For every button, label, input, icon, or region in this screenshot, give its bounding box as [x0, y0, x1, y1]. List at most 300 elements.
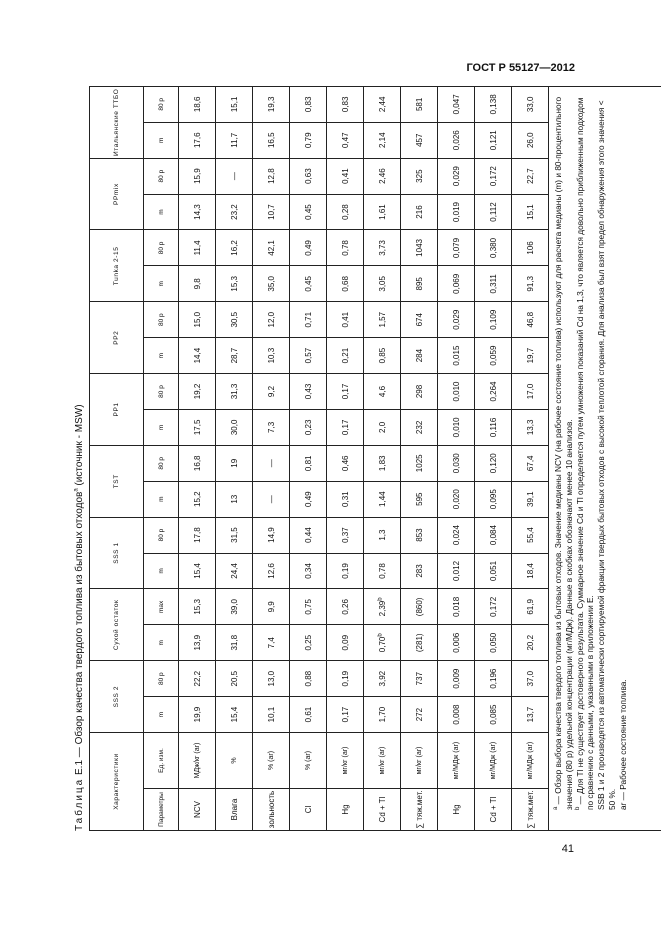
table-cell — [327, 517, 364, 553]
cell-value: 17,0 — [525, 383, 535, 400]
table-cell — [253, 661, 290, 697]
unit-subheader: Ед. изм. — [144, 732, 179, 788]
table-cell — [327, 589, 364, 625]
cell-value: 0,019 — [451, 202, 461, 223]
cell-value: 325 — [414, 169, 424, 183]
footnote-a — [553, 93, 575, 824]
table-cell — [475, 230, 512, 266]
cell-value: 19,2 — [192, 383, 202, 400]
cell-value: 0,43 — [303, 383, 313, 400]
cell-value: 1,61 — [377, 204, 387, 220]
cell-value: 0,112 — [488, 202, 498, 222]
table-cell — [438, 230, 475, 266]
table-cell — [179, 589, 216, 625]
subheader-p80: 80 p — [144, 158, 179, 194]
table-cell — [290, 697, 327, 733]
cell-value: 39,0 — [229, 599, 239, 615]
cell-value: 0,380 — [488, 237, 498, 258]
table-cell — [512, 194, 549, 230]
cell-value: 30,0 — [229, 419, 239, 436]
table-cell — [401, 589, 438, 625]
table-cell — [179, 661, 216, 697]
cell-value: 17,5 — [192, 419, 202, 436]
table-cell — [253, 86, 290, 122]
row-unit: мг/кг (ar) — [364, 732, 401, 788]
cell-value: 0,17 — [340, 383, 350, 400]
row-parameter: Влага — [216, 789, 253, 831]
cell-value: 0,19 — [340, 670, 350, 687]
table-cell — [475, 589, 512, 625]
cell-footnote-mark: b — [376, 597, 383, 601]
subheader-median: m — [144, 625, 179, 661]
table-cell — [216, 374, 253, 410]
cell-value: 10,7 — [266, 204, 276, 220]
table-cell — [475, 481, 512, 517]
cell-value: 0,030 — [451, 453, 461, 474]
table-cell — [253, 230, 290, 266]
table-cell — [290, 86, 327, 122]
subheader-p80: 80 p — [144, 302, 179, 338]
cell-value: 15,3 — [192, 599, 202, 615]
table-cell — [253, 194, 290, 230]
table-cell — [475, 661, 512, 697]
cell-value: 0,015 — [451, 345, 461, 366]
table-cell — [253, 409, 290, 445]
footnote-b-text: — Для Tl не существует достоверного результата. Суммарное значение Cd и Tl определяется путем умножения показаний Cd на 1,3, что является довольно приближенным подходом по сравнению с данными, указанными в приложении Е. — [574, 97, 596, 810]
table-cell — [179, 553, 216, 589]
table-cell — [364, 445, 401, 481]
subheader-median: m — [144, 338, 179, 374]
cell-value: 12,6 — [266, 563, 276, 579]
table-cell — [512, 266, 549, 302]
row-parameter: Cl — [290, 789, 327, 831]
table-cell — [290, 625, 327, 661]
table-cell — [401, 445, 438, 481]
table-cell — [438, 374, 475, 410]
cell-value: 22,2 — [192, 670, 202, 687]
table-cell — [401, 302, 438, 338]
table-row — [401, 86, 438, 830]
cell-value: 26,0 — [525, 132, 535, 149]
group-header: PP1 — [90, 374, 144, 446]
table-cell — [327, 553, 364, 589]
table-cell — [512, 697, 549, 733]
table-cell — [438, 553, 475, 589]
cell-value: (281) — [414, 633, 424, 653]
cell-value: 0,079 — [451, 237, 461, 258]
cell-value: 0,138 — [488, 94, 498, 115]
cell-value: 0,61 — [303, 706, 313, 723]
table-cell — [364, 697, 401, 733]
table-cell — [438, 661, 475, 697]
table-cell — [253, 517, 290, 553]
cell-value: 0,26 — [340, 599, 350, 615]
cell-value: 0,018 — [451, 596, 461, 617]
table-cell — [364, 374, 401, 410]
group-header: PPmix — [90, 158, 144, 230]
cell-value: 0,31 — [340, 491, 350, 507]
subheader-p80: 80 p — [144, 661, 179, 697]
table-caption-source: (источник - MSW) — [74, 404, 85, 486]
table-body — [179, 86, 549, 830]
subheader-median: m — [144, 194, 179, 230]
footnote-b-mark: b — [574, 806, 581, 810]
table-cell — [364, 625, 401, 661]
cell-value: 0,83 — [340, 96, 350, 113]
table-cell — [290, 302, 327, 338]
table-cell — [512, 481, 549, 517]
cell-footnote-mark: b — [376, 633, 383, 637]
table-cell — [401, 338, 438, 374]
cell-value: 19,9 — [192, 706, 202, 723]
group-header: PP2 — [90, 302, 144, 374]
subheader-p80: 80 p — [144, 230, 179, 266]
cell-value: 0,68 — [340, 276, 350, 292]
table-cell — [327, 230, 364, 266]
table-cell — [179, 86, 216, 122]
table-cell — [438, 625, 475, 661]
table-cell — [179, 158, 216, 194]
cell-value: 20,2 — [525, 634, 535, 651]
cell-value: 0,45 — [303, 204, 313, 220]
cell-value: 0,311 — [488, 274, 498, 294]
characteristics-header: Характеристики — [90, 732, 144, 830]
table-row — [179, 86, 216, 830]
table-cell — [475, 374, 512, 410]
cell-value: 0,010 — [451, 417, 461, 438]
cell-value: 0,020 — [451, 489, 461, 510]
table-cell — [216, 517, 253, 553]
cell-value: 91,3 — [525, 276, 535, 292]
cell-value: 16,5 — [266, 132, 276, 149]
table-cell — [475, 122, 512, 158]
subheader-p80: 80 p — [144, 445, 179, 481]
table-cell — [179, 194, 216, 230]
table-cell — [364, 302, 401, 338]
row-parameter: Hg — [327, 789, 364, 831]
table-cell — [327, 122, 364, 158]
cell-value: 0,059 — [488, 345, 498, 366]
cell-value: 19,7 — [525, 347, 535, 364]
cell-value: 0,047 — [451, 94, 461, 115]
table-cell — [216, 589, 253, 625]
document-standard-header: ГОСТ Р 55127—2012 — [466, 62, 575, 74]
table-cell — [401, 374, 438, 410]
table-row — [216, 86, 253, 830]
table-cell — [438, 517, 475, 553]
table-cell — [179, 697, 216, 733]
table-cell — [401, 517, 438, 553]
cell-value: 216 — [414, 205, 424, 219]
table-cell — [327, 661, 364, 697]
subheader-p80: 80 p — [144, 374, 179, 410]
table-cell — [438, 697, 475, 733]
table-cell — [290, 266, 327, 302]
cell-value: 39,1 — [525, 491, 535, 507]
cell-value: 0,09 — [340, 634, 350, 651]
row-parameter: ∑ тяж.мет. — [401, 789, 438, 831]
table-cell — [401, 697, 438, 733]
row-unit: мг/МДж (ar) — [512, 732, 549, 788]
cell-value: 18,4 — [525, 563, 535, 579]
table-cell — [216, 661, 253, 697]
table-cell — [364, 553, 401, 589]
table-cell — [475, 553, 512, 589]
table-cell — [364, 517, 401, 553]
table-footnotes — [549, 86, 661, 830]
footnote-a-text: — Обзор выбора качества твердого топлива из бытовых отходов. Значение медианы NCV (на рабочее состояние топлива) используют для расчета медианы (m) и 80-процентильного значения (80 p) удельной концентрации (мг/МДж). Данные в скобках обозначают менее 10 анализов. — [553, 96, 574, 810]
table-cell — [475, 409, 512, 445]
row-parameter: ∑ тяж.мет. — [512, 789, 549, 831]
table-cell — [253, 625, 290, 661]
subheader-median: m — [144, 266, 179, 302]
row-parameter: зольность — [253, 789, 290, 831]
row-unit: мг/МДж (ar) — [475, 732, 512, 788]
table-row — [438, 86, 475, 830]
table-cell — [253, 122, 290, 158]
cell-value: 0,084 — [488, 525, 498, 546]
cell-value: 674 — [414, 313, 424, 327]
cell-value: 14,9 — [266, 527, 276, 543]
cell-value: 23,2 — [229, 204, 239, 220]
table-cell — [327, 338, 364, 374]
cell-value: 19 — [229, 458, 239, 468]
caption-note-mark: a — [73, 488, 80, 492]
table-cell — [512, 230, 549, 266]
cell-value: 15,4 — [229, 706, 239, 723]
cell-value: 0,109 — [488, 309, 498, 330]
cell-value: 0,75 — [303, 599, 313, 615]
table-cell — [512, 517, 549, 553]
table-cell — [216, 302, 253, 338]
table-cell — [475, 302, 512, 338]
table-cell — [401, 158, 438, 194]
table-cell — [364, 409, 401, 445]
cell-value: 0,006 — [451, 632, 461, 653]
table-cell — [253, 589, 290, 625]
table-cell — [327, 409, 364, 445]
cell-value: 0,81 — [303, 455, 313, 472]
cell-value: 0,46 — [340, 455, 350, 472]
cell-value: 0,029 — [451, 166, 461, 187]
table-cell — [290, 374, 327, 410]
cell-value: 0,78 — [340, 240, 350, 256]
table-cell — [512, 661, 549, 697]
table-cell — [401, 625, 438, 661]
cell-value: 13,9 — [192, 634, 202, 651]
group-header: TST — [90, 445, 144, 517]
table-cell — [179, 409, 216, 445]
cell-value: 0,41 — [340, 311, 350, 328]
table-cell — [327, 194, 364, 230]
cell-value: 2,14 — [377, 132, 387, 149]
cell-value: 35,0 — [266, 276, 276, 292]
table-cell — [327, 625, 364, 661]
cell-value: 31,5 — [229, 527, 239, 543]
table-cell — [179, 302, 216, 338]
group-header: SSS 1 — [90, 517, 144, 589]
group-header: Tunka 2-15 — [90, 230, 144, 302]
subheader-median: m — [144, 481, 179, 517]
table-cell — [512, 302, 549, 338]
subheader-median: m — [144, 122, 179, 158]
table-row — [253, 86, 290, 830]
table-cell — [179, 625, 216, 661]
table-cell — [179, 122, 216, 158]
table-cell — [327, 158, 364, 194]
table-cell — [364, 194, 401, 230]
cell-value: 1,44 — [377, 491, 387, 507]
cell-value: 0,012 — [451, 560, 461, 581]
row-parameter: Hg — [438, 789, 475, 831]
table-cell — [179, 445, 216, 481]
cell-value: 0,024 — [451, 525, 461, 546]
cell-value: 0,172 — [488, 166, 498, 187]
footnote-b — [575, 93, 597, 824]
table-cell — [438, 409, 475, 445]
table-cell — [327, 481, 364, 517]
cell-value: 14,3 — [192, 204, 202, 220]
table-cell — [438, 266, 475, 302]
cell-value: 284 — [414, 348, 424, 363]
table-cell — [401, 481, 438, 517]
table-cell — [364, 158, 401, 194]
cell-value: 19,3 — [266, 96, 276, 113]
table-cell — [327, 697, 364, 733]
cell-value: — — [229, 172, 239, 181]
cell-value: 61,9 — [525, 599, 535, 615]
table-cell — [438, 158, 475, 194]
cell-value: 2,39 — [377, 600, 387, 617]
cell-value: 0,37 — [340, 527, 350, 543]
cell-value: 0,34 — [303, 563, 313, 579]
group-header: SSS 2 — [90, 661, 144, 733]
row-unit: % (ar) — [253, 732, 290, 788]
cell-value: — — [266, 495, 276, 504]
cell-value: 0,57 — [303, 347, 313, 364]
cell-value: 16,8 — [192, 455, 202, 472]
table-cell — [401, 194, 438, 230]
subheader-median: m — [144, 409, 179, 445]
table-cell — [179, 374, 216, 410]
row-parameter: Cd + Tl — [475, 789, 512, 831]
cell-value: 0,085 — [488, 704, 498, 725]
row-unit: мг/кг (ar) — [401, 732, 438, 788]
cell-value: 0,23 — [303, 419, 313, 436]
table-cell — [401, 86, 438, 122]
table-cell — [253, 266, 290, 302]
table-cell — [253, 338, 290, 374]
table-cell — [290, 194, 327, 230]
cell-value: 0,120 — [488, 453, 498, 474]
cell-value: 0,116 — [488, 417, 498, 438]
cell-value: 31,8 — [229, 634, 239, 651]
cell-value: 0,009 — [451, 668, 461, 689]
cell-value: 15,1 — [525, 204, 535, 220]
cell-value: 10,3 — [266, 347, 276, 364]
cell-value: 13,0 — [266, 670, 276, 687]
cell-value: 106 — [525, 241, 535, 255]
table-cell — [327, 374, 364, 410]
cell-value: 272 — [414, 707, 424, 722]
table-cell — [253, 553, 290, 589]
table-cell — [290, 481, 327, 517]
cell-value: 0,71 — [303, 311, 313, 328]
cell-value: 17,6 — [192, 132, 202, 149]
cell-value: 1025 — [414, 454, 424, 473]
table-cell — [364, 481, 401, 517]
footnote-a-mark: a — [553, 806, 560, 810]
cell-value: 15,0 — [192, 311, 202, 328]
table-cell — [512, 374, 549, 410]
cell-value: 298 — [414, 384, 424, 399]
row-parameter: Cd + Tl — [364, 789, 401, 831]
cell-value: 16,2 — [229, 240, 239, 256]
cell-value: 1043 — [414, 239, 424, 257]
table-cell — [290, 122, 327, 158]
table-cell — [216, 697, 253, 733]
cell-value: 3,92 — [377, 670, 387, 687]
cell-value: 1,70 — [377, 706, 387, 723]
table-cell — [401, 230, 438, 266]
table-cell — [475, 445, 512, 481]
cell-value: 15,1 — [229, 96, 239, 113]
table-cell — [253, 445, 290, 481]
table-cell — [475, 194, 512, 230]
table-cell — [512, 553, 549, 589]
table-cell — [216, 230, 253, 266]
cell-value: 18,6 — [192, 96, 202, 113]
row-unit: мг/МДж (ar) — [438, 732, 475, 788]
table-row — [364, 86, 401, 830]
cell-value: 17,8 — [192, 527, 202, 543]
table-cell — [475, 338, 512, 374]
table-cell — [438, 122, 475, 158]
cell-value: 0,008 — [451, 704, 461, 725]
table-cell — [438, 194, 475, 230]
table-cell — [401, 409, 438, 445]
cell-value: 853 — [414, 528, 424, 542]
cell-value: 3,73 — [377, 240, 387, 256]
cell-value: 9,9 — [266, 601, 276, 613]
table-cell — [364, 266, 401, 302]
table-cell — [179, 266, 216, 302]
cell-value: 13 — [229, 494, 239, 504]
row-parameter: NCV — [179, 789, 216, 831]
table-cell — [216, 158, 253, 194]
table-cell — [290, 445, 327, 481]
table-cell — [401, 122, 438, 158]
table-cell — [253, 374, 290, 410]
table-cell — [512, 122, 549, 158]
table-cell — [327, 302, 364, 338]
cell-value: 7,3 — [266, 421, 276, 433]
footnote-ar: ar — Рабочее состояние топлива. — [617, 679, 628, 810]
table-cell — [290, 158, 327, 194]
table-cell — [179, 481, 216, 517]
cell-value: 0,28 — [340, 204, 350, 220]
cell-value: 0,196 — [488, 668, 498, 689]
table-cell — [364, 122, 401, 158]
row-unit: мг/кг (ar) — [327, 732, 364, 788]
table-cell — [364, 230, 401, 266]
table-cell — [179, 338, 216, 374]
table-cell — [253, 158, 290, 194]
row-unit: МДж/кг (ar) — [179, 732, 216, 788]
cell-value: 0,172 — [488, 596, 498, 617]
table-cell — [512, 338, 549, 374]
table-cell — [327, 86, 364, 122]
